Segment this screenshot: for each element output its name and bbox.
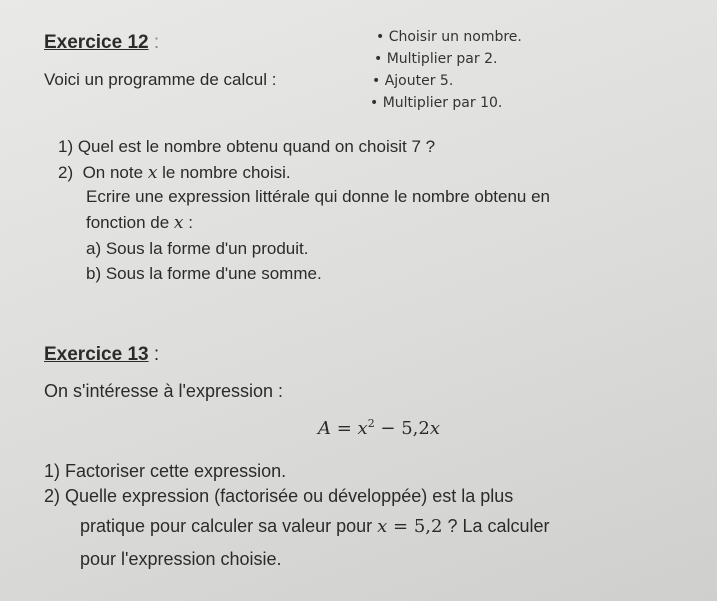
q2-line3-text: fonction de [86, 213, 170, 232]
program-step-4: • Multiplier par 10. [370, 95, 503, 111]
variable-x: x [147, 163, 158, 183]
exercise-13-question-2-line-3: pour l'expression choisie. [80, 549, 282, 569]
exercise-13-intro: On s'intéresse à l'expression : [44, 381, 283, 401]
q2-line2-text-a: pratique pour calculer sa valeur pour [80, 516, 378, 536]
exercise-12-question-1: 1) Quel est le nombre obtenu quand on choisit 7 ? [58, 137, 436, 156]
q2-number: 2) [58, 163, 74, 182]
eq-x2: x [429, 418, 441, 439]
exercise-12-question-2b: b) Sous la forme d'une somme. [86, 264, 322, 283]
expression-A [318, 417, 440, 439]
variable-x: x [173, 213, 184, 233]
exercise-12-question-2-line-2: Ecrire une expression littérale qui donne le nombre obtenu en [86, 187, 551, 206]
q2-line3-colon: : [188, 213, 193, 232]
program-step-2: • Multiplier par 2. [374, 51, 498, 67]
eq-equals: = [336, 418, 358, 439]
exercise-13-question-1: 1) Factoriser cette expression. [44, 461, 287, 481]
exercise-13-title-text: Exercice 13 [44, 344, 149, 365]
eq-rest: − 5,2 [374, 418, 430, 439]
exercise-12-question-2-line-3 [86, 213, 193, 233]
exercise-12-intro: Voici un programme de calcul : [44, 70, 277, 89]
eq-exponent: 2 [367, 417, 375, 430]
eq-x: x [357, 418, 368, 439]
exercise-12-question-2a: a) Sous la forme d'un produit. [86, 239, 309, 258]
q2-line2-value: = 5,2 [387, 516, 443, 537]
program-step-1: • Choisir un nombre. [376, 29, 522, 45]
exercise-12-question-2 [58, 163, 291, 183]
exercise-13-title-colon: : [153, 344, 160, 365]
q2-line2-text-b: ? La calculer [442, 516, 550, 536]
exercise-12-title-colon: : [153, 32, 160, 53]
program-step-3: • Ajouter 5. [372, 73, 454, 89]
calculation-program [370, 26, 522, 114]
q2-text-b: le nombre choisi. [162, 163, 291, 182]
exercise-13-question-2-line-2 [80, 516, 550, 537]
exercise-12-title-text: Exercice 12 [44, 32, 149, 53]
q2-text-a: On note [82, 163, 144, 182]
eq-lhs: A [318, 418, 331, 439]
exercise-12-title [44, 32, 159, 54]
exercise-13-question-2: 2) Quelle expression (factorisée ou développée) est la plus [44, 486, 514, 506]
exercise-13-title [44, 344, 159, 366]
variable-x: x [377, 516, 388, 537]
